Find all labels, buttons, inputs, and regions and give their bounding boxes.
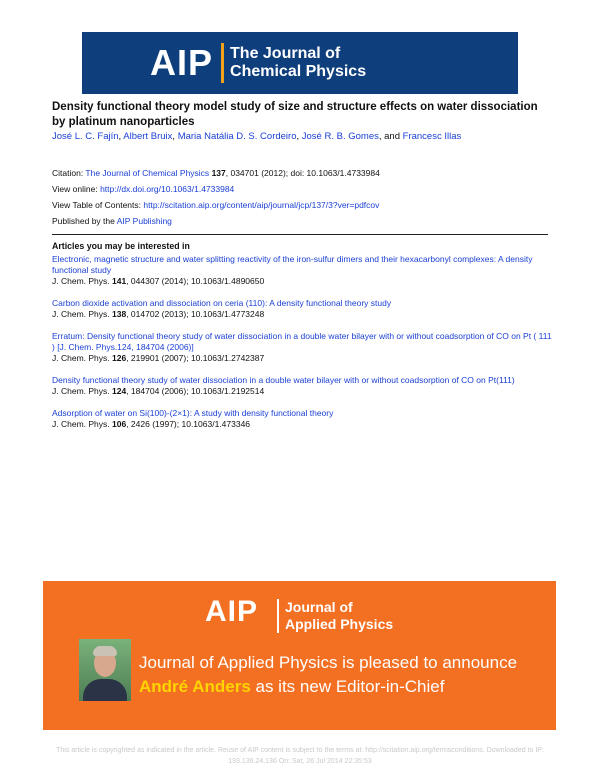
author-link[interactable]: Maria Natália D. S. Cordeiro (177, 131, 297, 142)
related-article-link[interactable]: Density functional theory study of water dissociation in a double water bilayer with or without coadsorption of CO on Pt(111) (52, 375, 515, 385)
related-article-link[interactable]: Adsorption of water on Si(100)-(2×1): A study with density functional theory (52, 408, 334, 418)
divider (52, 234, 548, 235)
citation-row: Citation: The Journal of Chemical Physics 137, 034701 (2012); doi: 10.1063/1.4733984 (52, 168, 380, 178)
related-article-link[interactable]: Electronic, magnetic structure and water splitting reactivity of the iron-sulfur dimers and their hexacarbonyl complexes: A density functional study (52, 254, 533, 275)
author-list: José L. C. Fajín, Albert Bruix, Maria Natália D. S. Cordeiro, José R. B. Gomes, and Francesc Illas (52, 131, 462, 142)
publisher-row: Published by the AIP Publishing (52, 216, 172, 226)
toc-row: View Table of Contents: http://scitation.aip.org/content/aip/journal/jcp/137/3?ver=pdfcov (52, 200, 380, 210)
editor-photo (79, 639, 131, 701)
author-link[interactable]: Francesc Illas (402, 131, 462, 142)
journal-name: The Journal of Chemical Physics (230, 45, 367, 80)
announcement-text: Journal of Applied Physics is pleased to announce André Anders as its new Editor-in-Chief (139, 653, 518, 696)
article-title: Density functional theory model study of size and structure effects on water dissociation by platinum nanoparticles (52, 101, 538, 128)
author-link[interactable]: José R. B. Gomes (301, 131, 379, 142)
author-link[interactable]: José L. C. Fajín (52, 131, 119, 142)
related-article-link[interactable]: Erratum: Density functional theory study of water dissociation in a double water bilayer with or without coadsorption of CO on Pt ( 111 ) [J. Chem. Phys.124, 184704 (2006)] (52, 331, 552, 352)
related-heading: Articles you may be interested in (52, 241, 190, 251)
journal-banner (82, 32, 518, 94)
related-article: Erratum: Density functional theory study of water dissociation in a double water bilayer with or without coadsorption of CO on Pt ( 111 ) [J. Chem. Phys.124, 184704 (2006)] J. Chem. Phys. 126, 219901 (2007); 10.1063/1.2742387 (52, 331, 552, 363)
article-meta (52, 165, 572, 229)
doi-link[interactable]: http://dx.doi.org/10.1063/1.4733984 (100, 184, 235, 194)
related-article: Density functional theory study of water dissociation in a double water bilayer with or without coadsorption of CO on Pt(111) J. Chem. Phys. 124, 184704 (2006); 10.1063/1.2192514 (52, 375, 515, 396)
toc-link[interactable]: http://scitation.aip.org/content/aip/journal/jcp/137/3?ver=pdfcov (143, 200, 380, 210)
journal-link[interactable]: The Journal of Chemical Physics (85, 168, 210, 178)
ad-journal-name: Journal of Applied Physics (285, 599, 394, 632)
logo-divider (221, 43, 224, 83)
related-article: Adsorption of water on Si(100)-(2×1): A study with density functional theory J. Chem. Phys. 106, 2426 (1997); 10.1063/1.473346 (52, 408, 334, 429)
related-article-link[interactable]: Carbon dioxide activation and dissociation on ceria (110): A density functional theory study (52, 298, 392, 308)
logo-divider (277, 599, 279, 633)
copyright-footer: This article is copyrighted as indicated in the article. Reuse of AIP content is subject to the terms at: http://scitation.aip.org/termsconditions. Downloaded to IP: 193.136.24.136 On: Sat, 26 Jul 2014 22:35:53 (56, 747, 544, 765)
author-link[interactable]: Albert Bruix (123, 131, 173, 142)
aip-logo: AIP (205, 595, 259, 628)
view-online-row: View online: http://dx.doi.org/10.1063/1.4733984 (52, 184, 235, 194)
editor-announcement-ad[interactable] (43, 581, 556, 730)
related-article: Carbon dioxide activation and dissociation on ceria (110): A density functional theory study J. Chem. Phys. 138, 014702 (2013); 10.1063/1.4773248 (52, 298, 392, 319)
aip-logo: AIP (150, 42, 214, 83)
publisher-link[interactable]: AIP Publishing (116, 216, 172, 226)
related-article: Electronic, magnetic structure and water splitting reactivity of the iron-sulfur dimers and their hexacarbonyl complexes: A density functional study J. Chem. Phys. 141, 044307 (2014); 10.1063/1.4890650 (52, 254, 533, 286)
related-articles (52, 241, 552, 441)
